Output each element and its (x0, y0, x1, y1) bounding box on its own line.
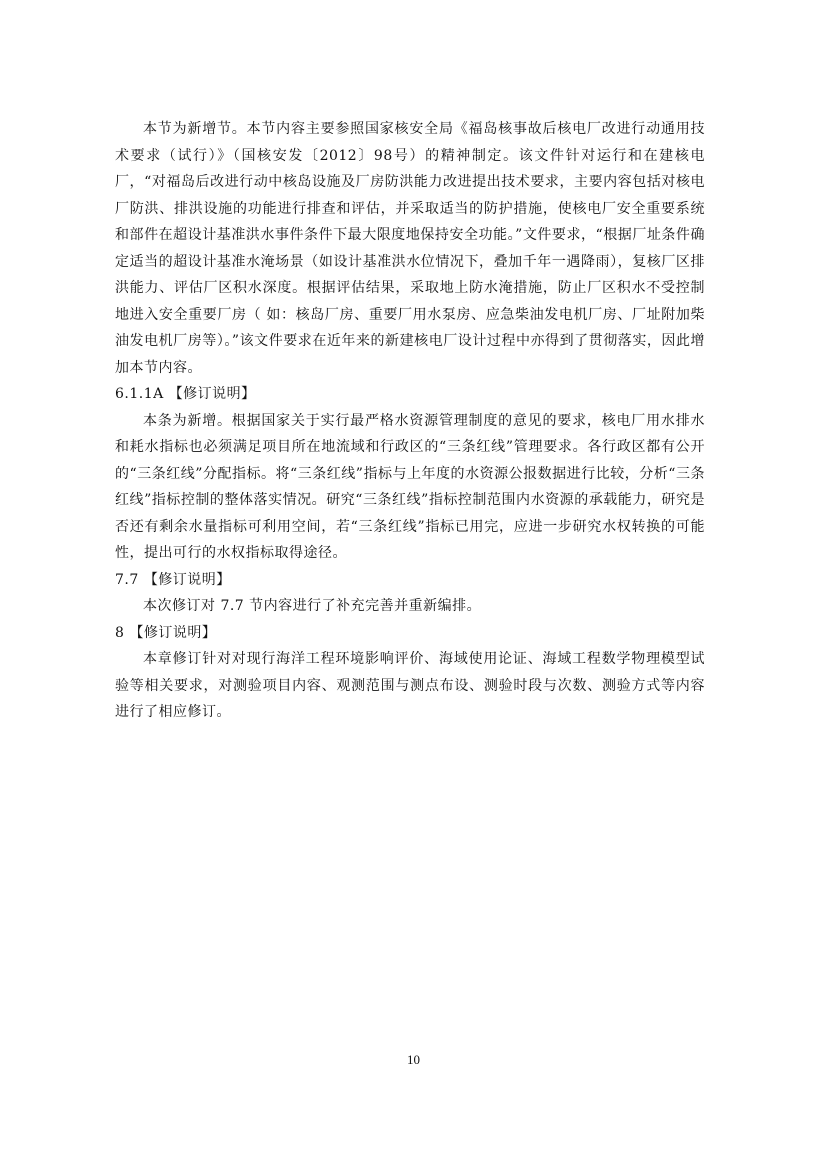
document-body (115, 116, 705, 726)
paragraph-chapter-8-revision: 本章修订针对对现行海洋工程环境影响评价、海域使用论证、海域工程数学物理模型试验等相关要求，对测验项目内容、观测范围与测点布设、测验时段与次数、测验方式等内容进行了相应修订。 (115, 651, 705, 720)
paragraph-fukushima-section: 本节为新增节。本节内容主要参照国家核安全局《福岛核事故后核电厂改进行动通用技术要求（试行）》（国核安发〔2012〕98号）的精神制定。该文件针对运行和在建核电厂，“对福岛后改进行动中核岛设施及厂房防洪能力改进提出技术要求，主要内容包括对核电厂防洪、排洪设施的功能进行排查和评估，并采取适当的防护措施，使核电厂安全重要系统和部件在超设计基准洪水事件条件下最大限度地保持安全功能。”文件要求，“根据厂址条件确定适当的超设计基准水淹场景（如设计基准洪水位情况下，叠加千年一遇降雨），复核厂区排洪能力、评估厂区积水深度。根据评估结果，采取地上防水淹措施，防止厂区积水不受控制地进入安全重要厂房（ 如：核岛厂房、重要厂用水泵房、应急柴油发电机厂房、厂址附加柴油发电机厂房等）。”该文件要求在近年来的新建核电厂设计过程中亦得到了贯彻落实，因此增加本节内容。 (115, 121, 705, 376)
page-number: 10 (407, 1052, 420, 1067)
paragraph-water-resources: 本条为新增。根据国家关于实行最严格水资源管理制度的意见的要求，核电厂用水排水和耗水指标也必须满足项目所在地流域和行政区的“三条红线”管理要求。各行政区都有公开的“三条红线”分配指标。将“三条红线”指标与上年度的水资源公报数据进行比较，分析“三条红线”指标控制的整体落实情况。研究“三条红线”指标控制范围内水资源的承载能力，研究是否还有剩余水量指标可利用空间，若“三条红线”指标已用完，应进一步研究水权转换的可能性，提出可行的水权指标取得途径。 (115, 412, 705, 561)
paragraph-7-7-revision: 本次修订对 7.7 节内容进行了补充完善并重新编排。 (143, 598, 482, 614)
section-heading-8: 8 【修订说明】 (115, 624, 217, 641)
section-heading-6-1-1a: 6.1.1A 【修订说明】 (115, 386, 256, 402)
section-heading-7-7: 7.7 【修订说明】 (115, 571, 231, 588)
